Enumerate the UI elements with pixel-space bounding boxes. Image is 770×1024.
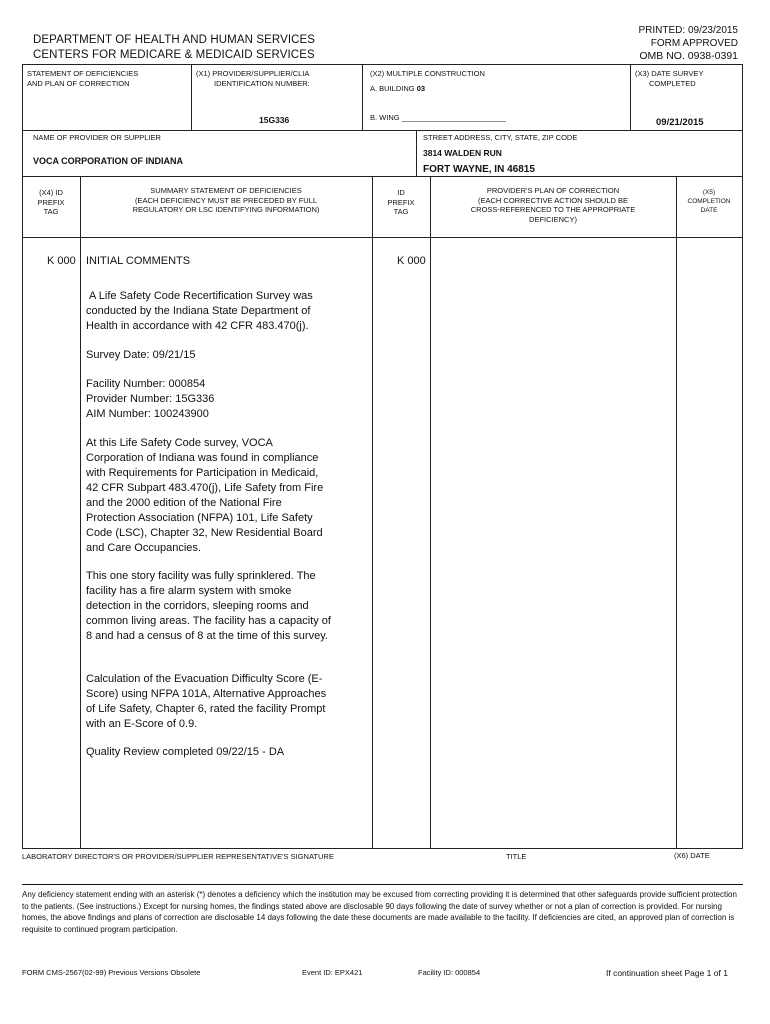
id-prefix-tag-header — [372, 188, 430, 217]
wing-blank: _________________________ — [401, 113, 506, 122]
x4-line1: (X4) ID — [39, 188, 63, 197]
provider-name-label: NAME OF PROVIDER OR SUPPLIER — [33, 133, 161, 142]
event-id: Event ID: EPX421 — [302, 968, 363, 977]
aim-number: AIM Number: 100243900 — [86, 408, 209, 420]
wing-label: B. WING — [370, 113, 400, 122]
title-label: TITLE — [506, 852, 527, 861]
statement-line1: STATEMENT OF DEFICIENCIES — [27, 69, 139, 78]
facility-id: Facility ID: 000854 — [418, 968, 481, 977]
id-line2: PREFIX — [387, 197, 415, 207]
omb-number: OMB NO. 0938-0391 — [639, 50, 738, 62]
signature-label: LABORATORY DIRECTOR'S OR PROVIDER/SUPPLIER REPRESENTATIVE'S SIGNATURE — [22, 852, 334, 861]
x3-label — [635, 69, 741, 88]
summary-line3: REGULATORY OR LSC IDENTIFYING INFORMATION) — [132, 205, 320, 214]
x6-date-label: (X6) DATE — [674, 851, 710, 860]
tag-right: K 000 — [397, 255, 426, 267]
x3-line2: COMPLETED — [649, 78, 696, 88]
address-label: STREET ADDRESS, CITY, STATE, ZIP CODE — [423, 133, 578, 142]
provider-number: Provider Number: 15G336 — [86, 393, 215, 405]
building-row — [370, 84, 425, 94]
x4-id-prefix-tag — [22, 188, 80, 217]
x4-line2: PREFIX — [37, 197, 65, 207]
plan-line4: DEFICIENCY) — [529, 214, 577, 224]
department-line: DEPARTMENT OF HEALTH AND HUMAN SERVICES — [33, 34, 316, 46]
department-header — [33, 33, 315, 63]
survey-date: Survey Date: 09/21/15 — [86, 349, 196, 361]
plan-of-correction-header — [430, 186, 676, 224]
provider-name: VOCA CORPORATION OF INDIANA — [33, 156, 183, 166]
x2-label: (X2) MULTIPLE CONSTRUCTION — [370, 69, 485, 78]
statement-line2: AND PLAN OF CORRECTION — [27, 78, 130, 88]
provider-id-number: 15G336 — [259, 115, 290, 125]
deficiency-footnote: Any deficiency statement ending with an asterisk (*) denotes a deficiency which the institution may be excused from correcting providing it is determined that other safeguards provide sufficient protection to the patients. (See instructions.) Except for nursing homes, the findings stated above are disclosable 90 days following the date of survey whether or not a plan of correction is provided. For nursing homes, the above findings and plans of correction are disclosable 14 days following the date these documents are made available to the facility. If deficiencies are cited, an approved plan of correction is requisite to continued program participation. — [22, 890, 737, 934]
x1-label — [196, 69, 361, 88]
continuation-sheet: If continuation sheet Page 1 of 1 — [606, 968, 728, 978]
id-line3: TAG — [393, 207, 409, 216]
header-right — [560, 24, 738, 63]
summary-statement-header — [80, 186, 372, 215]
statement-of-deficiencies-label — [27, 69, 138, 88]
summary-line1: SUMMARY STATEMENT OF DEFICIENCIES — [150, 186, 302, 195]
summary-line2: (EACH DEFICIENCY MUST BE PRECEDED BY FULL — [134, 195, 318, 205]
address-street: 3814 WALDEN RUN — [423, 148, 502, 158]
address-city: FORT WAYNE, IN 46815 — [423, 164, 535, 175]
x5-line3: DATE — [700, 207, 718, 214]
initial-comments-heading: INITIAL COMMENTS — [86, 255, 191, 267]
printed-date: PRINTED: 09/23/2015 — [638, 25, 738, 36]
x5-line1: (X5) — [702, 189, 716, 196]
centers-line: CENTERS FOR MEDICARE & MEDICAID SERVICES — [33, 49, 315, 61]
wing-row — [370, 113, 506, 123]
plan-line1: PROVIDER'S PLAN OF CORRECTION — [486, 186, 620, 195]
form-number: FORM CMS-2567(02-99) Previous Versions Obsolete — [22, 968, 201, 977]
id-line1: ID — [397, 188, 405, 197]
tag-left: K 000 — [47, 255, 76, 267]
quality-review: Quality Review completed 09/22/15 - DA — [86, 746, 285, 758]
x3-line1: (X3) DATE SURVEY — [635, 69, 704, 78]
plan-line3: CROSS-REFERENCED TO THE APPROPRIATE — [470, 205, 636, 214]
building-value: 03 — [416, 84, 426, 93]
building-label: A. BUILDING — [370, 84, 415, 93]
x1-line1: (X1) PROVIDER/SUPPLIER/CLIA — [196, 69, 310, 78]
x5-completion-date-header — [676, 188, 742, 215]
survey-completed-date: 09/21/2015 — [656, 117, 704, 128]
compliance-paragraph: At this Life Safety Code survey, VOCA Corporation of Indiana was found in compliance with Requirements for Participation in Medicaid, 42 CFR Subpart 483.470(j), Life Safety from Fire and the 2000 edition of the National Fire Protection Association (NFPA) 101, Life Safety Code (LSC), Chapter 32, New Residential Board and Care Occupancies. — [86, 437, 324, 554]
x5-line2: COMPLETION — [687, 198, 731, 205]
facility-description-paragraph: This one story facility was fully sprinklered. The facility has a fire alarm system with smoke detection in the corridors, sleeping rooms and common living areas. The facility has a capacity of 8 and had a census of 8 at the time of this survey. — [86, 570, 331, 642]
plan-line2: (EACH CORRECTIVE ACTION SHOULD BE — [477, 195, 629, 205]
x4-line3: TAG — [43, 207, 59, 216]
survey-intro-paragraph: A Life Safety Code Recertification Survey was conducted by the Indiana State Department of Health in accordance with 42 CFR 483.470(j). — [86, 290, 313, 332]
facility-number: Facility Number: 000854 — [86, 378, 206, 390]
x1-line2: IDENTIFICATION NUMBER: — [214, 78, 310, 88]
form-approved: FORM APPROVED — [650, 38, 738, 49]
e-score-paragraph: Calculation of the Evacuation Difficulty Score (E-Score) using NFPA 101A, Alternative Approaches of Life Safety, Chapter 6, rated the facility Prompt with an E-Score of 0.9. — [86, 673, 327, 730]
